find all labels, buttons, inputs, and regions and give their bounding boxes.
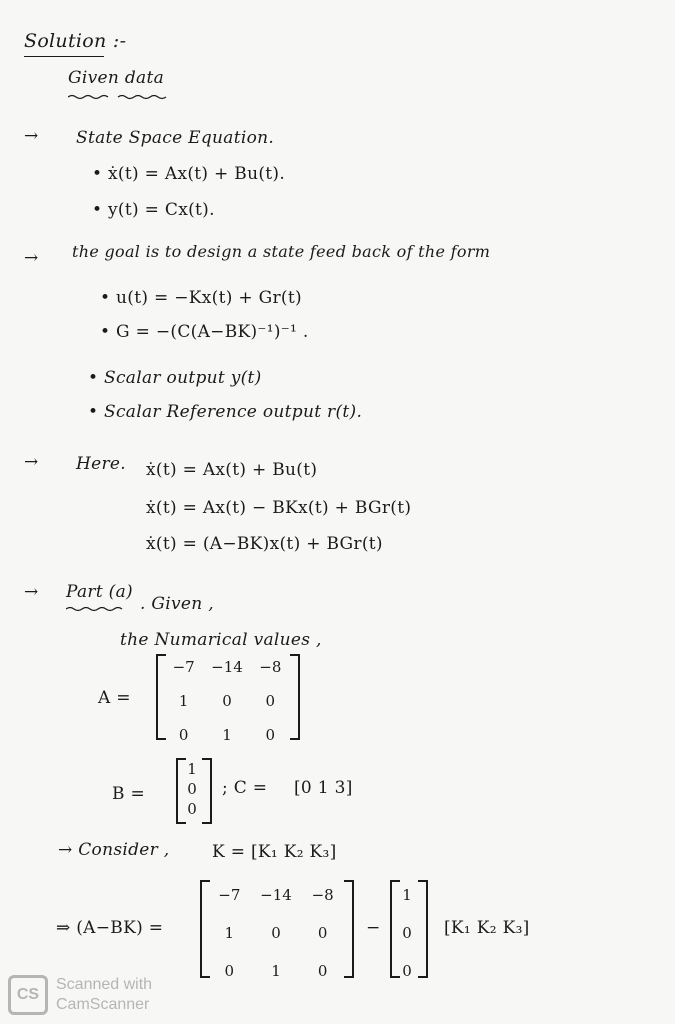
feedback-law: • u(t) = −Kx(t) + Gr(t) [100, 288, 302, 308]
watermark-text [56, 975, 152, 1015]
heading-underline [24, 56, 104, 57]
arrow-marker: → [24, 248, 39, 268]
scalar-output-note: • Scalar output y(t) [88, 368, 262, 388]
gain-vector-K: K = [K₁ K₂ K₃] [212, 842, 337, 862]
here-equation-1: ẋ(t) = Ax(t) + Bu(t) [146, 460, 318, 480]
matrix-B-cell: 0 [187, 800, 197, 818]
here-label: Here. [76, 454, 126, 474]
minus-sign: − [366, 918, 381, 938]
A-minus-BK-label: ⇒ (A−BK) = [56, 918, 164, 938]
numerical-values-label: the Numarical values , [120, 630, 322, 650]
matrix-B2-cell: 0 [402, 924, 412, 942]
matrix-A2-cell: 1 [271, 962, 281, 980]
matrix-A-cell: 1 [222, 726, 232, 744]
matrix-B2-cell: 0 [402, 962, 412, 980]
matrix-A-cell: 0 [222, 692, 232, 710]
goal-statement: the goal is to design a state feed back of the form [72, 242, 491, 261]
matrix-A-label: A = [98, 688, 131, 708]
part-a-wavy-underline [66, 606, 126, 612]
camscanner-watermark [8, 975, 152, 1015]
state-equation: • ẋ(t) = Ax(t) + Bu(t). [92, 164, 285, 184]
matrix-A-cell: 1 [178, 692, 189, 710]
given-label: . Given , [140, 594, 214, 614]
here-equation-3: ẋ(t) = (A−BK)x(t) + BGr(t) [146, 534, 383, 554]
matrix-A-cell: 0 [265, 726, 276, 744]
arrow-marker: → [24, 452, 39, 472]
given-data-label: Given data [68, 68, 165, 88]
scalar-reference-note: • Scalar Reference output r(t). [88, 402, 362, 422]
matrix-A2-cell: 0 [271, 924, 281, 942]
matrix-B2 [396, 886, 418, 980]
watermark-line-1: Scanned with [56, 976, 153, 993]
matrix-A2-cell: 0 [224, 962, 235, 980]
matrix-A-cell: −7 [172, 658, 195, 676]
matrix-A2 [206, 886, 346, 980]
solution-heading: Solution :- [24, 30, 127, 52]
matrix-A2-cell: 0 [317, 924, 328, 942]
matrix-A2-cell: −14 [260, 886, 292, 904]
matrix-A-cell: 0 [265, 692, 276, 710]
arrow-marker: → [24, 582, 39, 602]
arrow-marker: → [24, 126, 39, 146]
matrix-C-label: ; C = [222, 778, 268, 798]
matrix-A2-cell: −8 [311, 886, 334, 904]
here-equation-2: ẋ(t) = Ax(t) − BKx(t) + BGr(t) [146, 498, 412, 518]
part-a-label: Part (a) [66, 582, 133, 602]
matrix-A-right-bracket [290, 654, 300, 740]
matrix-B2-right-bracket [418, 880, 428, 978]
matrix-A [162, 658, 292, 744]
matrix-B2-cell: 1 [402, 886, 412, 904]
matrix-B-right-bracket [202, 758, 212, 824]
output-equation: • y(t) = Cx(t). [92, 200, 215, 220]
state-space-title: State Space Equation. [76, 128, 275, 148]
matrix-A2-cell: −7 [218, 886, 241, 904]
K-row-vector: [K₁ K₂ K₃] [444, 918, 530, 938]
given-data-wavy-underline [68, 94, 173, 100]
matrix-A2-right-bracket [344, 880, 354, 978]
matrix-C: [0 1 3] [294, 778, 353, 798]
gain-formula: • G = −(C(A−BK)⁻¹)⁻¹ . [100, 322, 309, 342]
matrix-B-label: B = [112, 784, 146, 804]
matrix-A2-cell: 1 [224, 924, 235, 942]
watermark-line-2: CamScanner [56, 996, 150, 1013]
matrix-A-cell: −8 [259, 658, 282, 676]
camscanner-logo: CS [8, 975, 48, 1015]
matrix-B-cell: 1 [187, 760, 197, 778]
matrix-B-cell: 0 [187, 780, 197, 798]
matrix-A-cell: −14 [211, 658, 243, 676]
consider-label: → Consider , [58, 840, 170, 860]
matrix-A2-cell: 0 [317, 962, 328, 980]
matrix-A-cell: 0 [178, 726, 189, 744]
matrix-B [182, 760, 202, 818]
